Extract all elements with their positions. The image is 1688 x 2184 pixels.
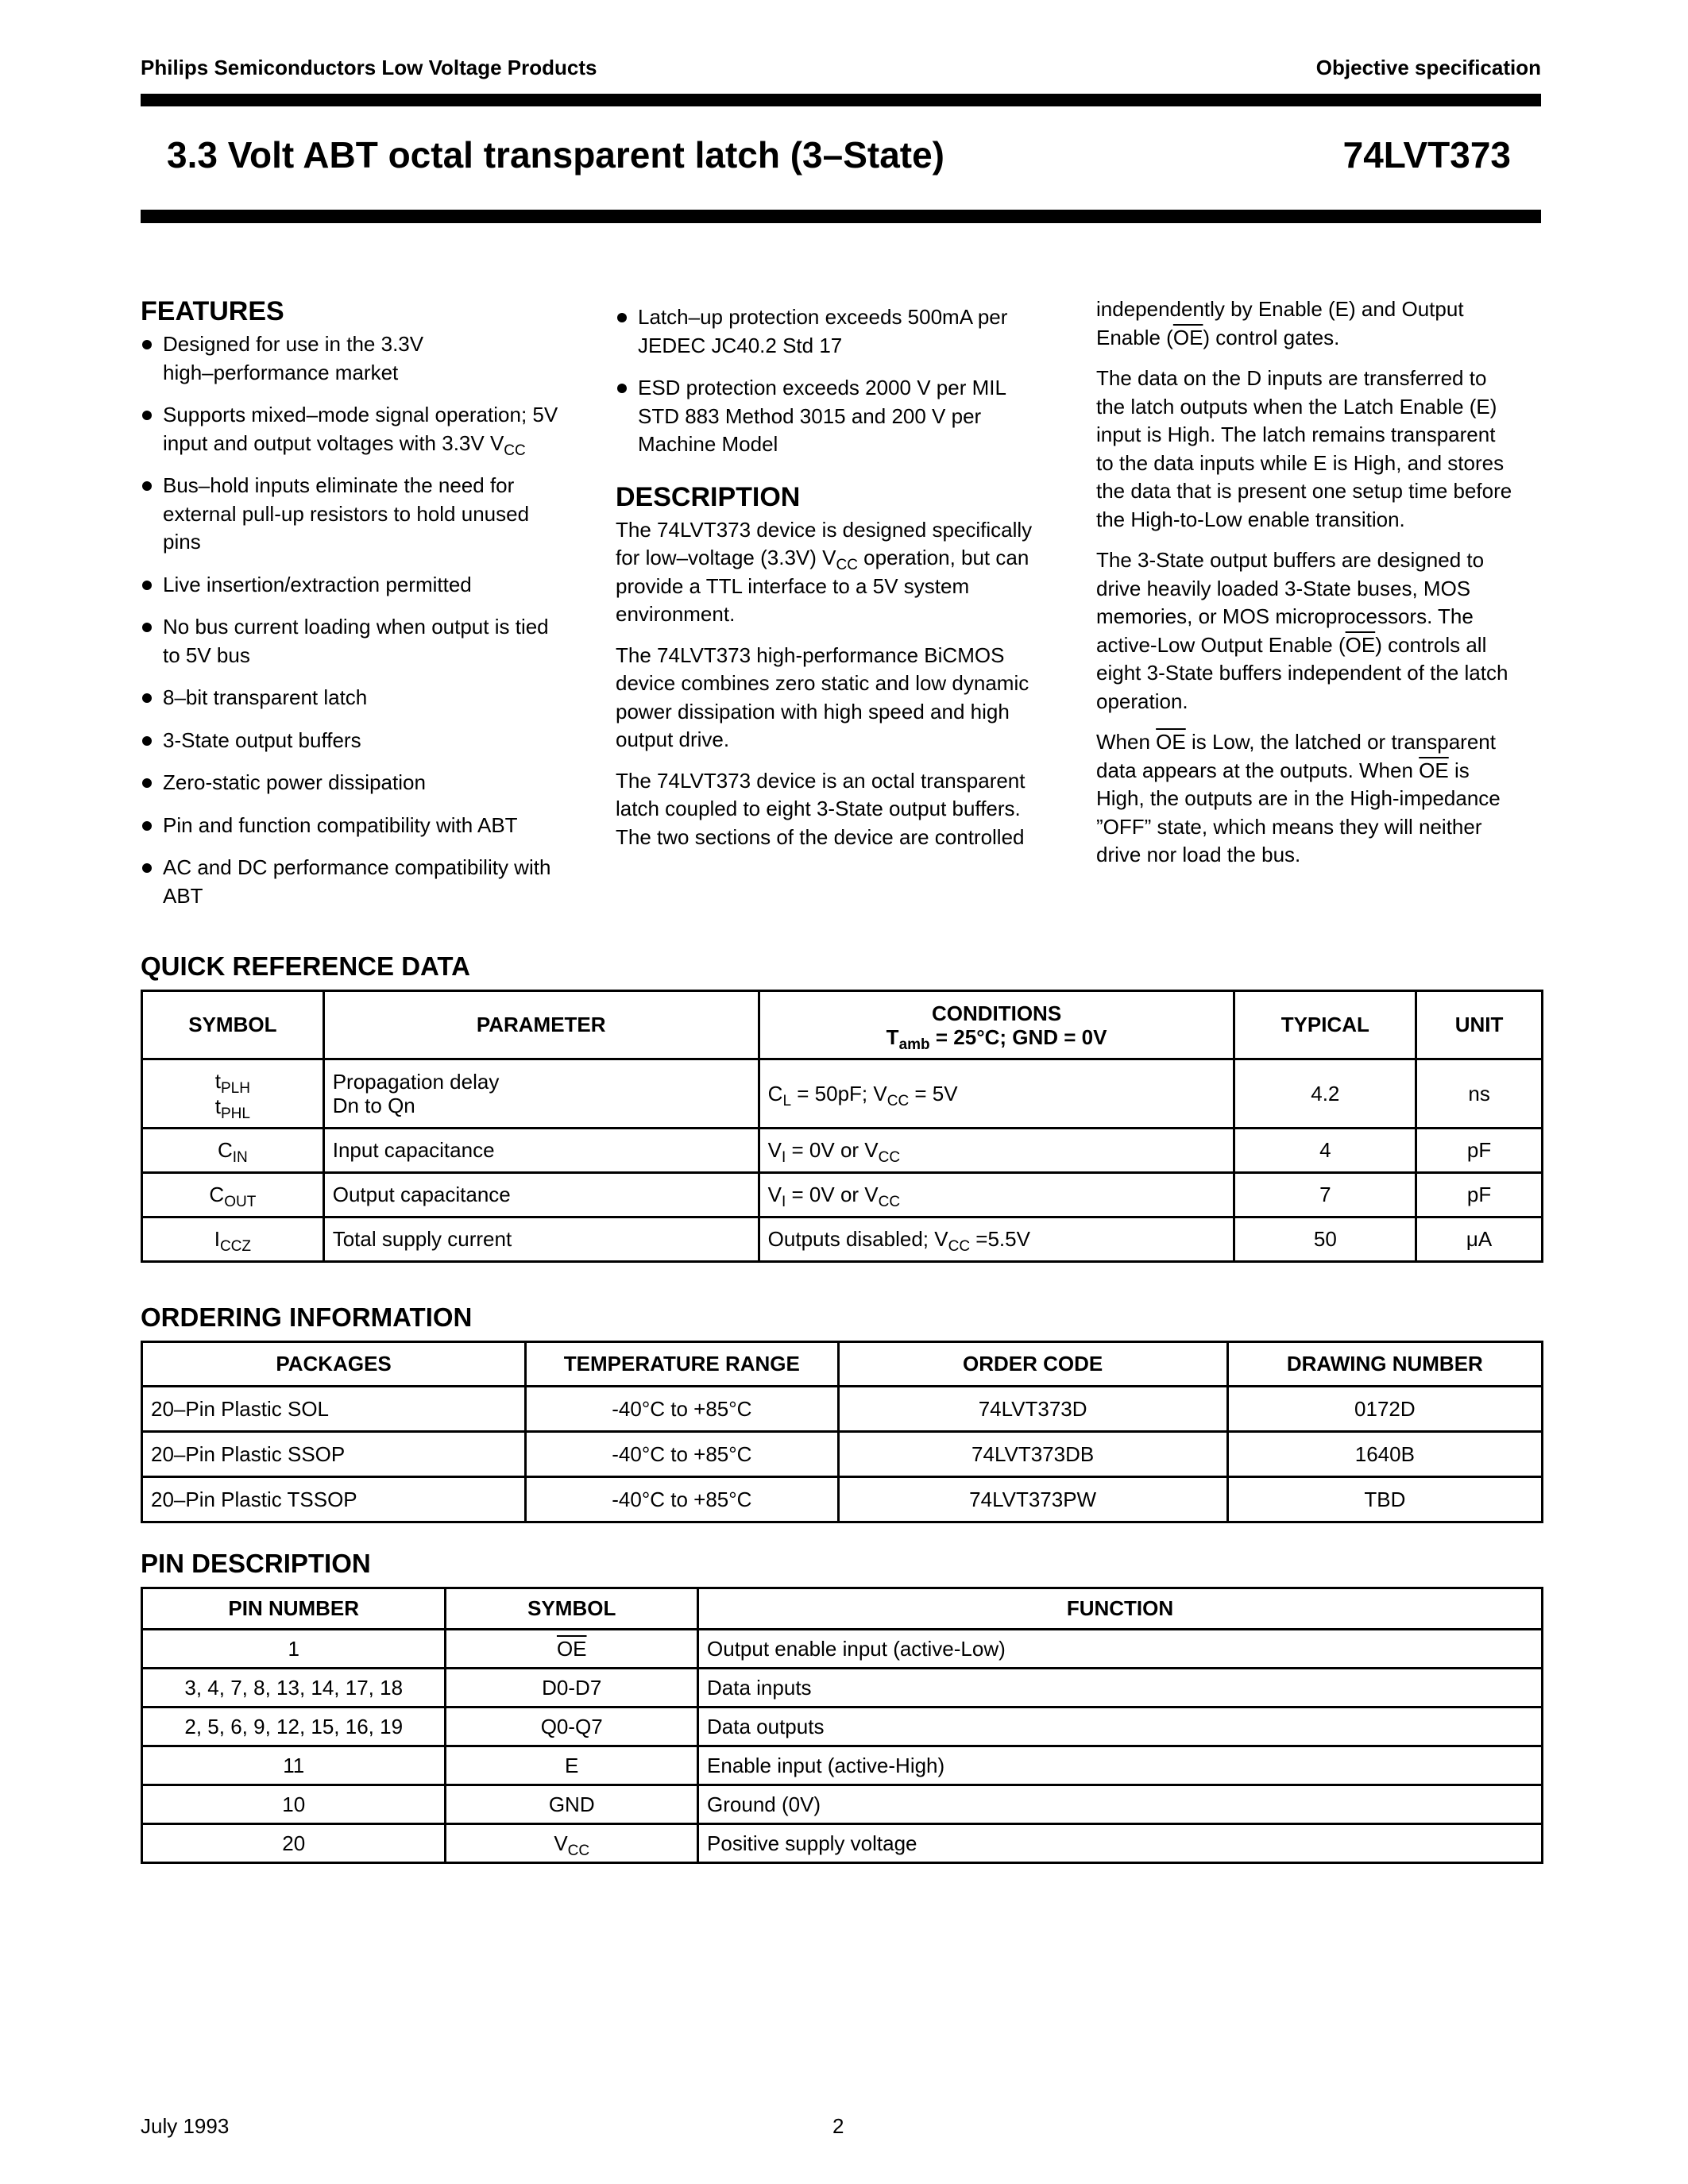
order-code-cell: 74LVT373D: [838, 1387, 1227, 1432]
description-heading: DESCRIPTION: [616, 481, 801, 512]
description-paragraph: The 74LVT373 device is an octal transparent latch coupled to eight 3-State output buffers. The two sections of the device are controlled: [616, 768, 1026, 849]
features-heading: FEATURES: [141, 296, 284, 326]
pin-function-cell: Data outputs: [698, 1707, 1543, 1746]
pin-description-table: [141, 1587, 1543, 1864]
pin-function-cell: Ground (0V): [698, 1785, 1543, 1824]
unit-cell: pF: [1416, 1173, 1543, 1217]
pin-symbol-cell: GND: [446, 1785, 698, 1824]
column-header: UNIT: [1416, 991, 1543, 1059]
header-rule-top: [141, 94, 1541, 106]
column-header: ORDER CODE: [838, 1342, 1227, 1387]
feature-item: 8–bit transparent latch: [141, 684, 585, 712]
column-header: PARAMETER: [323, 991, 759, 1059]
table-row: [142, 1785, 1543, 1824]
ordering-table: [141, 1341, 1543, 1523]
feature-item: Supports mixed–mode signal operation; 5V input and output voltages with 3.3V $V_{CC}$: [141, 401, 585, 457]
conditions-cell: $C_L = 50pF$; $V_{CC} = 5V$: [759, 1059, 1234, 1129]
quick-reference-heading: QUICK REFERENCE DATA: [141, 951, 470, 981]
table-row: [142, 1129, 1543, 1173]
column-header: TEMPERATURE RANGE: [526, 1342, 838, 1387]
symbol-cell: $I_{CCZ}$: [142, 1217, 324, 1262]
parameter-cell: Propagation delay Dn to Qn: [323, 1059, 759, 1129]
description-paragraph: The 3-State output buffers are designed to drive heavily loaded 3-State buses, MOS memories, or MOS microprocessors. The active-Low Output Enable $(\overline{OE})$ controls all eight 3-State buffers independent of the latch operation.: [1096, 548, 1508, 713]
package-cell: 20–Pin Plastic SOL: [142, 1387, 526, 1432]
package-cell: 20–Pin Plastic TSSOP: [142, 1477, 526, 1522]
page-number: 2: [832, 2114, 844, 2138]
description-paragraph: When $\overline{OE}$ is Low, the latched or transparent data appears at the outputs. When $\overline{OE}$ is High, the outputs are in the High-impedance ”OFF” state, which means they will neither drive nor load the bus.: [1096, 730, 1501, 866]
column-header: DRAWING NUMBER: [1227, 1342, 1542, 1387]
unit-cell: μA: [1416, 1217, 1543, 1262]
feature-item: Designed for use in the 3.3V high–performance market: [141, 330, 585, 387]
pin-symbol-cell: E: [446, 1746, 698, 1785]
conditions-cell: Outputs disabled; $V_{CC} =5.5V$: [759, 1217, 1234, 1262]
pin-description-heading: PIN DESCRIPTION: [141, 1549, 371, 1578]
feature-item: ESD protection exceeds 2000 V per MIL STD 883 Method 3015 and 200 V per Machine Model: [616, 374, 1084, 459]
features-list: [141, 330, 585, 910]
pin-symbol-cell: Q0-Q7: [446, 1707, 698, 1746]
description-paragraph: The data on the D inputs are transferred to the latch outputs when the Latch Enable (E) input is High. The latch remains transparent to the data inputs while E is High, and stores the data that is present one setup time before the High-to-Low enable transition.: [1096, 366, 1512, 531]
typical-cell: 50: [1234, 1217, 1416, 1262]
pin-function-cell: Positive supply voltage: [698, 1824, 1543, 1863]
table-row: [142, 1217, 1543, 1262]
temperature-cell: -40°C to +85°C: [526, 1477, 838, 1522]
table-row: [142, 1824, 1543, 1863]
symbol-cell: $C_{IN}$: [142, 1129, 324, 1173]
pin-number-cell: 10: [142, 1785, 446, 1824]
features-list-continued: [616, 303, 1084, 459]
unit-cell: ns: [1416, 1059, 1543, 1129]
pin-symbol-cell: $\overline{OE}$: [446, 1630, 698, 1669]
package-cell: 20–Pin Plastic SSOP: [142, 1432, 526, 1477]
typical-cell: 4: [1234, 1129, 1416, 1173]
part-number: 74LVT373: [1342, 134, 1511, 176]
pin-number-cell: 11: [142, 1746, 446, 1785]
table-row: [142, 1173, 1543, 1217]
table-row: [142, 1432, 1543, 1477]
page-title: 3.3 Volt ABT octal transparent latch (3–State): [167, 134, 945, 176]
table-row: [142, 1059, 1543, 1129]
description-paragraph: independently by Enable (E) and Output Enable $(\overline{OE})$ control gates.: [1096, 297, 1464, 349]
company-name: Philips Semiconductors Low Voltage Products: [141, 56, 597, 79]
description-column-continued: [1096, 295, 1541, 882]
quick-reference-table: [141, 990, 1543, 1263]
parameter-cell: Input capacitance: [323, 1129, 759, 1173]
table-row: [142, 1630, 1543, 1669]
feature-item: 3-State output buffers: [141, 727, 585, 755]
feature-item: AC and DC performance compatibility with ABT: [141, 854, 585, 910]
feature-item: Zero-static power dissipation: [141, 769, 585, 797]
order-code-cell: 74LVT373PW: [838, 1477, 1227, 1522]
feature-item: Bus–hold inputs eliminate the need for external pull-up resistors to hold unused pins: [141, 472, 585, 557]
temperature-cell: -40°C to +85°C: [526, 1432, 838, 1477]
column-header: SYMBOL: [446, 1588, 698, 1630]
typical-cell: 4.2: [1234, 1059, 1416, 1129]
table-row: [142, 1746, 1543, 1785]
spec-type: Objective specification: [1315, 56, 1541, 79]
column-header: CONDITIONS $T_{amb} = 25^\circ C$; GND = 0V: [759, 991, 1234, 1059]
pin-number-cell: 2, 5, 6, 9, 12, 15, 16, 19: [142, 1707, 446, 1746]
conditions-cell: $V_I = 0V$ or $V_{CC}$: [759, 1173, 1234, 1217]
pin-symbol-cell: $V_{CC}$: [446, 1824, 698, 1863]
drawing-number-cell: TBD: [1227, 1477, 1542, 1522]
drawing-number-cell: 0172D: [1227, 1387, 1542, 1432]
description-paragraph: The 74LVT373 high-performance BiCMOS device combines zero static and low dynamic power dissipation with high speed and high output drive.: [616, 642, 1029, 751]
column-header: FUNCTION: [698, 1588, 1543, 1630]
drawing-number-cell: 1640B: [1227, 1432, 1542, 1477]
table-row: [142, 1707, 1543, 1746]
table-header-row: [142, 1342, 1543, 1387]
table-row: [142, 1387, 1543, 1432]
pin-function-cell: Enable input (active-High): [698, 1746, 1543, 1785]
column-header: PIN NUMBER: [142, 1588, 446, 1630]
table-row: [142, 1477, 1543, 1522]
table-row: [142, 1669, 1543, 1707]
symbol-cell: $t_{PLH}$ $t_{PHL}$: [142, 1059, 324, 1129]
pin-function-cell: Data inputs: [698, 1669, 1543, 1707]
unit-cell: pF: [1416, 1129, 1543, 1173]
table-header-row: [142, 991, 1543, 1059]
description-column: [616, 303, 1084, 864]
pin-number-cell: 1: [142, 1630, 446, 1669]
pin-number-cell: 20: [142, 1824, 446, 1863]
features-column: [141, 295, 585, 924]
feature-item: No bus current loading when output is tied to 5V bus: [141, 613, 585, 669]
pin-symbol-cell: D0-D7: [446, 1669, 698, 1707]
parameter-cell: Output capacitance: [323, 1173, 759, 1217]
conditions-cell: $V_I = 0V$ or $V_{CC}$: [759, 1129, 1234, 1173]
temperature-cell: -40°C to +85°C: [526, 1387, 838, 1432]
column-header: TYPICAL: [1234, 991, 1416, 1059]
header-rule-bottom: [141, 210, 1541, 223]
symbol-cell: $C_{OUT}$: [142, 1173, 324, 1217]
description-paragraph: The 74LVT373 device is designed specifically for low–voltage (3.3V) $V_{CC}$ operation, but can provide a TTL interface to a 5V system environment.: [616, 517, 1033, 626]
column-header: SYMBOL: [142, 991, 324, 1059]
footer-date: July 1993: [141, 2114, 230, 2138]
table-header-row: [142, 1588, 1543, 1630]
feature-item: Live insertion/extraction permitted: [141, 571, 585, 600]
typical-cell: 7: [1234, 1173, 1416, 1217]
order-code-cell: 74LVT373DB: [838, 1432, 1227, 1477]
pin-number-cell: 3, 4, 7, 8, 13, 14, 17, 18: [142, 1669, 446, 1707]
feature-item: Latch–up protection exceeds 500mA per JEDEC JC40.2 Std 17: [616, 303, 1084, 360]
ordering-heading: ORDERING INFORMATION: [141, 1302, 473, 1332]
feature-item: Pin and function compatibility with ABT: [141, 812, 585, 840]
pin-function-cell: Output enable input (active-Low): [698, 1630, 1543, 1669]
parameter-cell: Total supply current: [323, 1217, 759, 1262]
column-header: PACKAGES: [142, 1342, 526, 1387]
